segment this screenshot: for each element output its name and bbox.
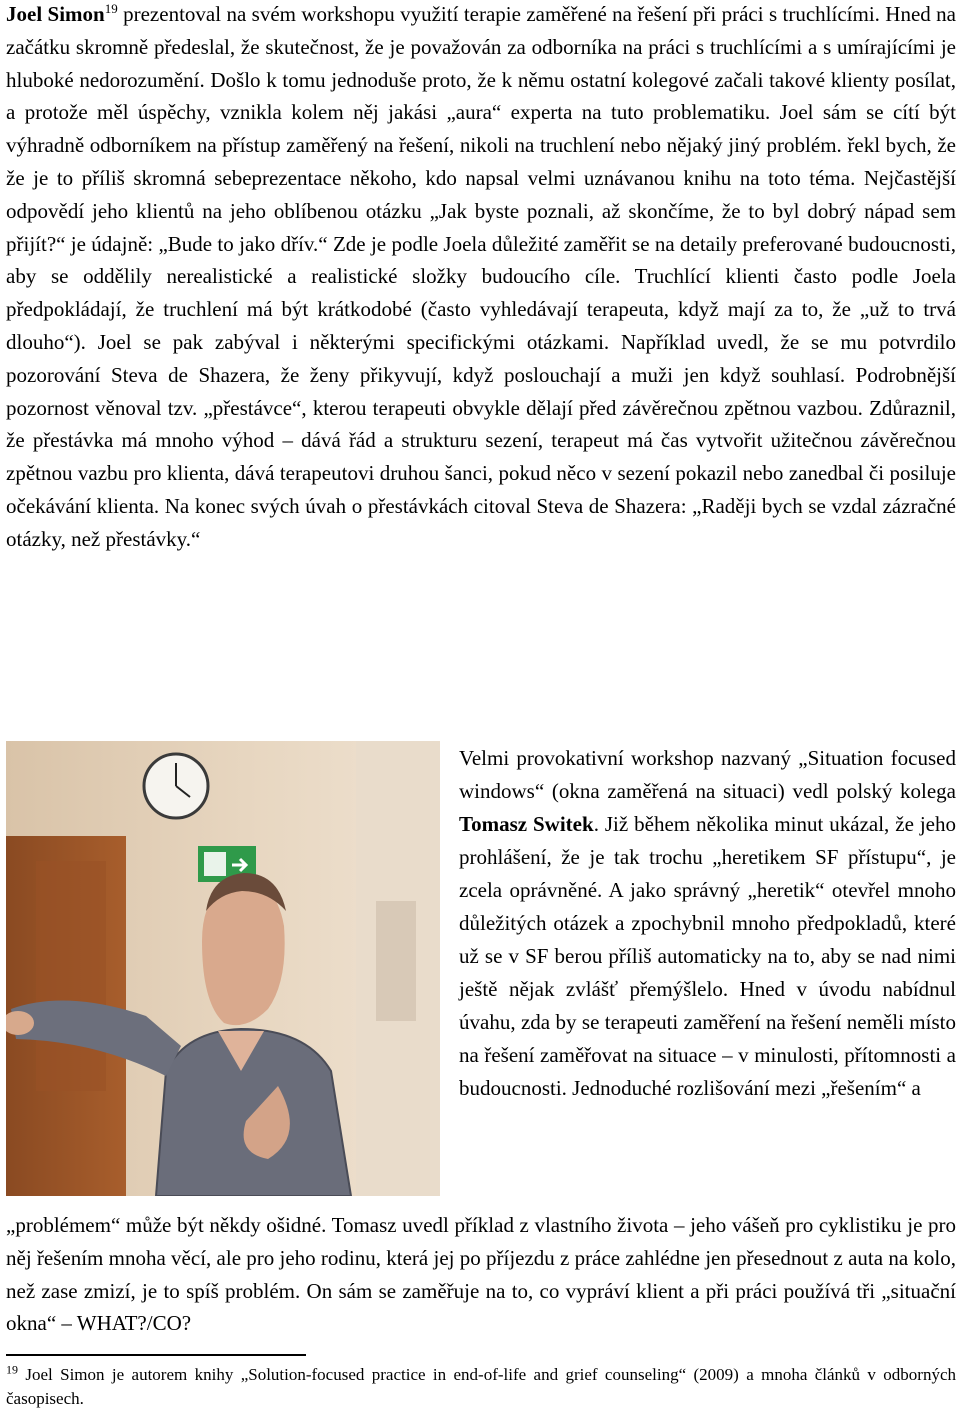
footnote-number: 19	[6, 1362, 18, 1377]
paragraph-text-after: . Již během několika minut ukázal, že jeho prohlášení, že je tak trochu „heretikem SF přístupu“, je zcela oprávněné. A jako správný „heretik“ otevřel mnoho důležitých otázek a zpochybnil mnoho předpokladů, které už se v SF berou příliš automaticky na to, aby se nad nimi ještě nějak zvlášť přemýšlelo. Hned v úvodu nabídnul úvahu, zda by se terapeuti zaměření na řešení neměli místo na řešení zaměřovat na situace – v minulosti, přítomnosti a budoucnosti. Jednoduché rozlišování mezi „řešením“ a	[459, 812, 956, 1100]
paragraph-joel-simon	[6, 0, 956, 556]
joel-simon-name: Joel Simon	[6, 2, 105, 26]
paragraph-continuation: „problémem“ může být někdy ošidné. Tomasz uvedl příklad z vlastního života – jeho vášeň pro cyklistiku je pro něj řešením mnoha věcí, ale pro jeho rodinu, která jej po příjezdu z práce zahlédne jen přesednout z auta na kolo, než zase zmizí, je to spíš problém. On sám se zaměřuje na to, co vypráví klient a při práci používá tři „situační okna“ – WHAT?/CO?	[6, 1213, 956, 1336]
tomasz-switek-name: Tomasz Switek	[459, 812, 594, 836]
paragraph-text: prezentoval na svém workshopu využití terapie zaměřené na řešení při práci s truchlícími. Hned na začátku skromně předeslal, že skutečnost, že je považován za odborníka na práci s truchlícími a s umírajícími je hluboké nedorozumění. Došlo k tomu jednoduše proto, že k němu ostatní kolegové začali takové klienty posílat, a protože měl úspěchy, vznikla kolem něj jakási „aura“ experta na tuto problematiku. Joel sám se cítí být výhradně odborníkem na přístup zaměřený na řešení, nikoli na truchlení nebo nějaký jiný problém. řekl bych, že že je to příliš skromná sebeprezentace někoho, kdo napsal velmi uznávanou knihu na toto téma. Nejčastější odpovědí jeho klientů na jeho oblíbenou otázku „Jak byste poznali, až skončíme, že to byl dobrý nápad sem přijít?“ je údajně: „Bude to jako dřív.“ Zde je podle Joela důležité zaměřit se na detaily preferované budoucnosti, aby se oddělily nerealistické a realistické složky budoucího cíle. Truchlící klienti často podle Joela předpokládají, že truchlení má být krátkodobé (často vyhledávají terapeuta, když mají za to, že „už to trvá dlouho“). Joel se pak zabýval i některými specifickými otázkami. Například uvedl, že se mu potvrdilo pozorování Steva de Shazera, že ženy přikyvují, když poslouchají a muži jen když souhlasí. Podrobnější pozornost věnoval tzv. „přestávce“, kterou terapeuti obvykle dělají před závěrečnou zpětnou vazbou. Zdůraznil, že přestávka má mnoho výhod – dává řád a strukturu sezení, terapeut má čas vytvořit užitečnou závěrečnou zpětnou vazbu pro klienta, dává terapeutovi druhou šanci, pokud něco v sezení pokazil nebo zanedbal či posiluje očekávání klienta. Na konec svých úvah o přestávkách citoval Steva de Shazera: „Raději bych se vzdal zázračné otázky, než přestávky.“	[6, 2, 956, 551]
paragraph-text-before: Velmi provokativní workshop nazvaný „Situation focused windows“ (okna zaměřená na situaci) vedl polský kolega	[459, 746, 956, 803]
footnote-text: Joel Simon je autorem knihy „Solution-focused practice in end-of-life and grief counseling“ (2009) a mnoha článků v odborných časopisech.	[6, 1365, 956, 1408]
workshop-photo	[6, 741, 440, 1196]
paragraph-tomasz-switek	[459, 742, 956, 1105]
footnote-reference: 19	[104, 1, 118, 16]
footnote	[6, 1363, 956, 1411]
footnote-separator	[6, 1354, 306, 1356]
